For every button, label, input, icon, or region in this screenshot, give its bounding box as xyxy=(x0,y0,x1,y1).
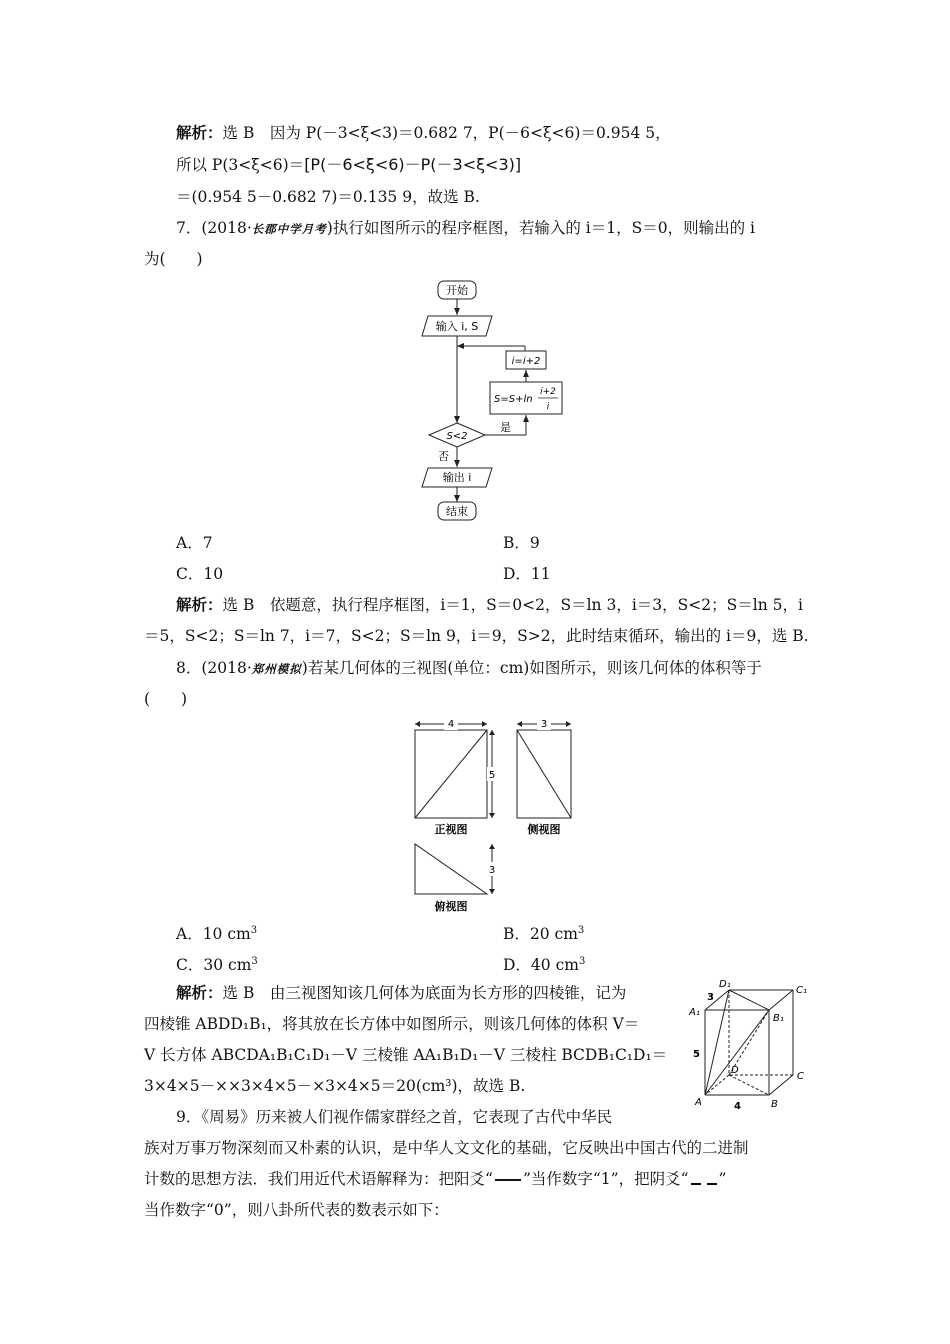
svg-text:5: 5 xyxy=(693,1049,700,1060)
q9-line3: 计数的思想方法．我们用近代术语解释为：把阳爻“ ”当作数字“1”，把阴爻“ ” xyxy=(144,1168,726,1191)
q7-source: 长郡中学月考 xyxy=(251,222,327,236)
q8-solution-line2: 四棱锥 ABDD₁B₁，将其放在长方体中如图所示，则该几何体的体积 V＝ xyxy=(144,1015,640,1033)
flow-condition-text: S<2 xyxy=(446,431,468,442)
svg-text:A: A xyxy=(695,1097,702,1108)
q8-solution-line1: 解析：选 B 由三视图知该几何体为底面为长方形的四棱锥，记为 xyxy=(176,983,627,1002)
flow-output-text: 输出 i xyxy=(442,471,472,484)
q8-stem-line1: 8．(2018·郑州模拟)若某几何体的三视图(单位：cm)如图所示，则该几何体的体积等于 xyxy=(176,659,762,677)
q7-option-b: B．9 xyxy=(503,534,540,552)
flow-input-text: 输入 i, S xyxy=(435,320,479,333)
q7-option-d: D．11 xyxy=(503,565,551,583)
q7-option-c: C．10 xyxy=(176,565,224,583)
q8-option-a: A．10 $cm^3$ xyxy=(176,925,258,944)
svg-text:D₁: D₁ xyxy=(719,979,731,990)
q9-line1: 9．《周易》历来被人们视作儒家群经之首，它表现了古代中华民 xyxy=(176,1108,613,1126)
q6-solution-line2: 所以 P(3<ξ<6)＝[P(－6<ξ<6)－P(－3<ξ<3)] xyxy=(176,155,522,174)
svg-text:B: B xyxy=(771,1099,778,1110)
svg-text:A₁: A₁ xyxy=(689,1007,700,1018)
yin-yao-symbol xyxy=(691,1169,717,1191)
svg-text:C₁: C₁ xyxy=(796,985,807,996)
q8-three-views xyxy=(405,712,595,917)
svg-text:4: 4 xyxy=(734,1101,741,1112)
q6-solution-label: 解析： xyxy=(176,123,223,142)
svg-text:3: 3 xyxy=(707,992,714,1003)
flow-update-s-text: S=S+ln xyxy=(494,394,533,405)
flow-update-i-text: i=i+2 xyxy=(511,356,541,367)
q9-line4: 当作数字“0”，则八卦所代表的数表示如下： xyxy=(144,1201,449,1219)
front-height-label: 5 xyxy=(488,770,496,781)
side-view-label: 侧视图 xyxy=(527,823,561,836)
q7-stem-line1: 7．(2018·长郡中学月考)执行如图所示的程序框图，若输入的 i＝1，S＝0，则输出的 i xyxy=(176,219,755,237)
yang-yao-symbol xyxy=(495,1179,521,1181)
flow-frac-den: i xyxy=(546,402,550,412)
flow-yes-label: 是 xyxy=(500,421,511,434)
svg-text:C: C xyxy=(797,1071,804,1082)
flow-end-text: 结束 xyxy=(446,505,468,518)
front-width-label: 4 xyxy=(447,719,455,730)
flow-no-label: 否 xyxy=(438,450,449,463)
q8-source: 郑州模拟 xyxy=(251,662,302,676)
q8-solution-line4: 3×4×5－××3×4×5－×3×4×5＝20(cm³)，故选 B. xyxy=(144,1077,526,1095)
q9-line2: 族对万事万物深刻而又朴素的认识，是中华人文文化的基础，它反映出中国古代的二进制 xyxy=(144,1139,749,1157)
top-view-triangle xyxy=(415,844,487,894)
flow-frac-num: i+2 xyxy=(540,387,556,397)
svg-text:B₁: B₁ xyxy=(773,1013,784,1024)
q7-solution-line1: 解析：选 B 依题意，执行程序框图，i＝1，S＝0<2，S＝ln 3，i＝3，S<2；S＝ln 5，i xyxy=(176,595,803,614)
q7-stem-line2: 为( ) xyxy=(144,250,203,268)
q7-flowchart xyxy=(410,278,590,528)
front-view-label: 正视图 xyxy=(434,823,468,836)
q8-solution-line3: V 长方体 ABCDA₁B₁C₁D₁－V 三棱锥 AA₁B₁D₁－V 三棱柱 BCDB₁C₁D₁＝ xyxy=(144,1046,668,1064)
q8-option-c: C．30 $cm^3$ xyxy=(176,956,258,975)
q8-stem-line2: ( ) xyxy=(144,690,188,708)
q6-solution-line3: ＝(0.954 5－0.682 7)＝0.135 9，故选 B. xyxy=(176,188,480,206)
q8-option-b: B．20 $cm^3$ xyxy=(503,925,585,944)
top-view-label: 俯视图 xyxy=(434,900,468,913)
q8-option-d: D．40 $cm^3$ xyxy=(503,956,586,975)
q7-option-a: A．7 xyxy=(176,534,213,552)
side-width-label: 3 xyxy=(540,719,548,730)
top-height-label: 3 xyxy=(488,865,496,876)
q7-solution-line2: ＝5，S<2；S＝ln 7，i＝7，S<2；S＝ln 9，i＝9，S>2，此时结束循环，输出的 i＝9，选 B. xyxy=(144,627,809,645)
flow-start-text: 开始 xyxy=(446,284,468,297)
q8-cuboid-figure xyxy=(685,975,820,1115)
q6-solution-line1: 解析：选 B 因为 P(－3<ξ<3)＝0.682 7，P(－6<ξ<6)＝0.954 5， xyxy=(176,123,671,142)
svg-text:D: D xyxy=(731,1065,739,1076)
